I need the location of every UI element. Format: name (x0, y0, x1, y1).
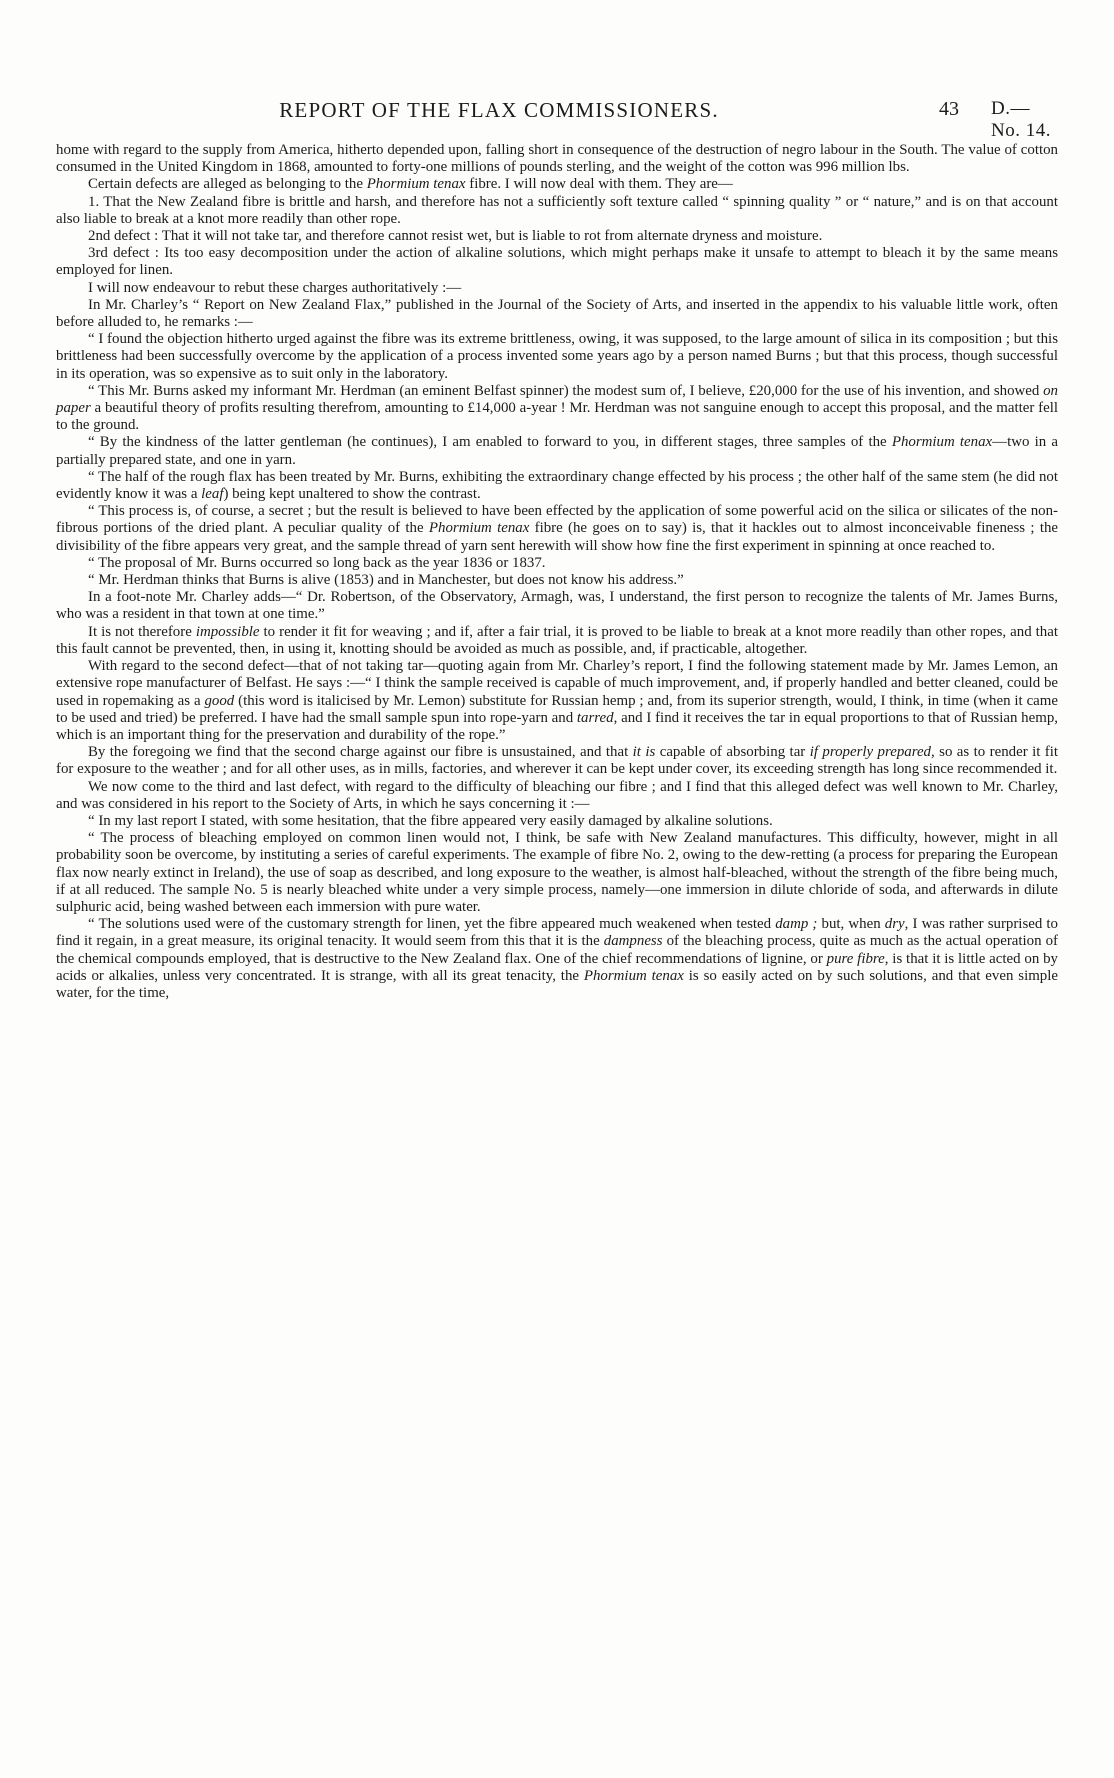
paragraph: “ This Mr. Burns asked my informant Mr. Herdman (an eminent Belfast spinner) the modest sum of, I believe, £20,000 for the use of his invention, and showed on paper a beautiful theory of profits resulting therefrom, amounting to £14,000 a-year ! Mr. Herdman was not sanguine enough to accept this proposal, and the matter fell to the ground. (56, 382, 1058, 434)
paragraph: I will now endeavour to rebut these charges authoritatively :— (88, 279, 462, 296)
paragraph: 2nd defect : That it will not take tar, and therefore cannot resist wet, but is liable to rot from alternate dryness and moisture. (88, 228, 823, 245)
paragraph: “ By the kindness of the latter gentleman (he continues), I am enabled to forward to you, in different stages, three samples of the Phormium tenax—two in a partially prepared state, and one in yarn. (56, 434, 1058, 468)
paragraph: Certain defects are alleged as belonging to the Phormium tenax fibre. I will now deal with them. They are— (88, 176, 733, 193)
paragraph: “ Mr. Herdman thinks that Burns is alive (1853) and in Manchester, but does not know his address.” (88, 572, 684, 589)
paragraph: 1. That the New Zealand fibre is brittle and harsh, and therefore has not a sufficiently soft texture called “ spinning quality ” or “ nature,” and is on that account also liable to break at a knot more readily than other rope. (56, 193, 1058, 227)
paragraph: “ The half of the rough flax has been treated by Mr. Burns, exhibiting the extraordinary change effected by his process ; the other half of the same stem (he did not evidently know it was a leaf) being kept unaltered to show the contrast. (56, 468, 1058, 503)
page-title: REPORT OF THE FLAX COMMISSIONERS. (279, 98, 719, 122)
paragraph: In Mr. Charley’s “ Report on New Zealand Flax,” published in the Journal of the Society of Arts, and inserted in the appendix to his valuable little work, often before alluded to, he remarks :— (56, 296, 1058, 331)
page-number: 43 (939, 98, 959, 120)
paragraph: home with regard to the supply from America, hitherto depended upon, falling short in consequence of the destruction of negro labour in the South. The value of cotton consumed in the United Kingdom in 1868, amounted to forty-one millions of pounds sterling, and the weight of the cotton was 996 million lbs. (56, 142, 1058, 176)
paragraph: By the foregoing we find that the second charge against our fibre is unsustained, and that it is capable of absorbing tar if properly prepared, so as to render it fit for exposure to the weather ; and for all other uses, as in mills, factories, and wherever it can be kept under cover, its exceeding strength has long since recommended it. (56, 744, 1058, 778)
paragraph: “ The process of bleaching employed on common linen would not, I think, be safe with New Zealand manufactures. This difficulty, however, might in all probability soon be overcome, by instituting a series of careful experiments. The example of fibre No. 2, owing to the dew-retting (a process for preparing the European flax now nearly extinct in Ireland), the use of soap as described, and long exposure to the weather, is almost half-bleached, without the strength of the fibre being much, if at all reduced. The sample No. 5 is nearly bleached white under a very simple process, namely—one immersion in dilute chloride of soda, and afterwards in dilute sulphuric acid, being washed between each immersion with pure water. (56, 830, 1058, 915)
paragraph: It is not therefore impossible to render it fit for weaving ; and if, after a fair trial, it is proved to be liable to break at a knot more readily than other ropes, and that this fault cannot be prevented, then, in using it, knotting should be avoided as much as possible, and, if practicable, altogether. (56, 623, 1058, 657)
running-header (56, 98, 1058, 141)
paragraph: “ In my last report I stated, with some hesitation, that the fibre appeared very easily damaged by alkaline solutions. (88, 812, 773, 829)
body-text (56, 142, 1058, 1002)
paragraph: In a foot-note Mr. Charley adds—“ Dr. Robertson, of the Observatory, Armagh, was, I understand, the first person to recognize the talents of Mr. James Burns, who was a resident in that town at one time.” (56, 589, 1058, 623)
paragraph: “ I found the objection hitherto urged against the fibre was its extreme brittleness, owing, it was supposed, to the large amount of silica in its composition ; but this brittleness had been successfully overcome by the application of a process invented some years ago by a person named Burns ; but that this process, though successful in its operation, was so expensive as to suit only in the laboratory. (56, 331, 1058, 382)
paragraph: We now come to the third and last defect, with regard to the difficulty of bleaching our fibre ; and I find that this alleged defect was well known to Mr. Charley, and was considered in his report to the Society of Arts, in which he says concerning it :— (56, 778, 1058, 812)
paragraph: “ The proposal of Mr. Burns occurred so long back as the year 1836 or 1837. (88, 554, 546, 571)
document-reference: D.—No. 14. (991, 98, 1051, 141)
paragraph: “ This process is, of course, a secret ; but the result is believed to have been effected by the application of some powerful acid on the silica or silicates of the non-fibrous portions of the dried plant. A peculiar quality of the Phormium tenax fibre (he goes on to say) is, that it hackles out to almost inconceivable fineness ; the divisibility of the fibre appears very great, and the sample thread of yarn sent herewith will show how fine the first experiment in spinning at once reached to. (56, 503, 1059, 554)
paragraph: With regard to the second defect—that of not taking tar—quoting again from Mr. Charley’s report, I find the following statement made by Mr. James Lemon, an extensive rope manufacturer of Belfast. He says :—“ I think the sample received is capable of much improvement, and, if properly handled and better cleaned, could be used in ropemaking as a good (this word is italicised by Mr. Lemon) substitute for Russian hemp ; and, from its superior strength, would, I think, in time (when it came to be used and tried) be preferred. I have had the small sample spun into rope-yarn and tarred, and I find it receives the tar in equal proportions to that of Russian hemp, which is an important thing for the preservation and durability of the rope.” (56, 658, 1058, 743)
paragraph: “ The solutions used were of the customary strength for linen, yet the fibre appeared much weakened when tested damp ; but, when dry, I was rather surprised to find it regain, in a great measure, its original tenacity. It would seem from this that it is the dampness of the bleaching process, quite as much as the actual operation of the chemical compounds employed, that is destructive to the New Zealand flax. One of the chief recommendations of lignine, or pure fibre, is that it is little acted on by acids or alkalies, unless very concentrated. It is strange, with all its great tenacity, the Phormium tenax is so easily acted on by such solutions, and that even simple water, for the time, (56, 916, 1059, 1001)
paragraph: 3rd defect : Its too easy decomposition under the action of alkaline solutions, which might perhaps make it unsafe to attempt to bleach it by the same means employed for linen. (56, 245, 1058, 279)
